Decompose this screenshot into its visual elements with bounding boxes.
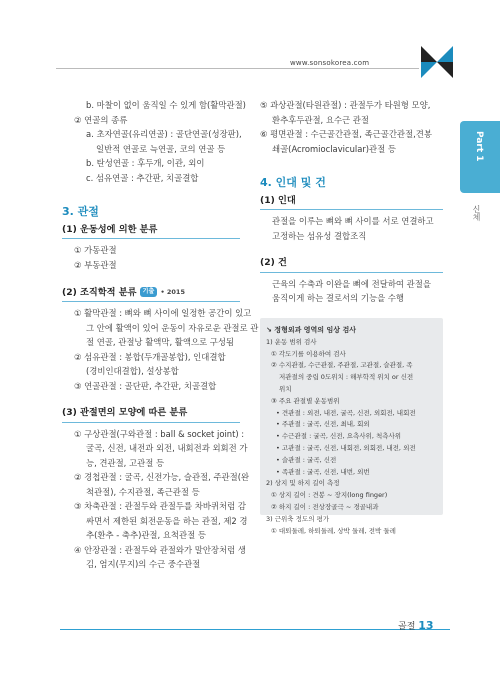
text-line: ② 섬유관절 : 봉합(두개골봉합), 인대결합 <box>74 351 226 362</box>
subsection-title: (1) 인대 <box>260 194 443 211</box>
left-column <box>62 98 259 572</box>
box-line: ① 상지 길이 : 견봉 ~ 장지(long finger) <box>271 491 388 500</box>
text-line: 일반적 연골로 늑연골, 코의 연골 등 <box>96 143 226 154</box>
footer-divider <box>60 629 450 630</box>
text-line: 쇄골(Acromioclavicular)관절 등 <box>272 143 396 154</box>
header-divider <box>56 68 419 69</box>
box-line: • 수근관절 : 굴곡, 신전, 요측사위, 척측사위 <box>276 432 402 441</box>
text-line: (경비인대결합), 설상봉합 <box>86 366 179 377</box>
box-line: • 견관절 : 외전, 내전, 굴곡, 신전, 외회전, 내회전 <box>276 408 416 417</box>
text-line: ⑤ 과상관절(타원관절) : 관절두가 타원형 모양, <box>260 100 431 110</box>
text-line: 절 연골, 관절낭 활액막, 활액으로 구성됨 <box>86 337 235 348</box>
section-title: 4. 인대 및 건 <box>260 176 326 189</box>
text-line: b. 탄성연골 : 후두개, 이관, 외이 <box>86 158 205 168</box>
text-line: ④ 안장관절 : 관절두와 관절와가 말안장처럼 생 <box>74 544 246 555</box>
subsection-title-text: (2) 조직학적 분류 <box>62 286 137 298</box>
subsection-title: (2) 건 <box>260 256 443 273</box>
text-line: 추(환추 - 축추)관절, 요척관절 등 <box>86 530 206 541</box>
box-line: ② 하지 길이 : 전상장골극 ~ 경골내과 <box>271 502 379 511</box>
text-line: ① 활막관절 : 뼈와 뼈 사이에 일정한 공간이 있고 <box>74 308 252 319</box>
subsection-title <box>62 285 240 302</box>
part-tab <box>460 121 500 193</box>
text-line: 고정하는 섬유성 결합조직 <box>272 230 367 241</box>
clinical-exam-box <box>260 318 443 535</box>
box-title: ↘ 정형외과 영역의 임상 검사 <box>266 326 356 334</box>
text-line: b. 마찰이 없이 움직일 수 있게 함(활막관절) <box>86 100 246 110</box>
text-line: ② 부동관절 <box>74 259 117 270</box>
text-line: 능, 견관절, 고관절 등 <box>86 457 165 468</box>
text-line: 움직이게 하는 결로서의 기능을 수행 <box>272 293 405 303</box>
exam-badge: 기출 <box>140 287 158 297</box>
subsection-title: (1) 운동성에 의한 분류 <box>62 223 240 240</box>
text-line: 김, 엄지(무지)의 수근 중수관절 <box>86 559 201 570</box>
box-line: 1) 운동 범위 검사 <box>266 337 317 346</box>
box-line: 2) 상지 및 하지 길이 측정 <box>266 479 340 488</box>
right-column <box>260 98 443 306</box>
text-line: ⑥ 평면관절 : 수근골간관절, 족근골간관절,견봉 <box>260 129 432 139</box>
box-line: • 슬관절 : 굴곡, 신전 <box>276 455 337 464</box>
exam-year: • 2015 <box>160 288 185 296</box>
text-line: 싸면서 제한된 회전운동을 하는 관절, 제2 경 <box>86 515 248 526</box>
footer-chapter: 골절 <box>398 622 416 632</box>
text-line: 관절을 이루는 뼈와 뼈 사이를 서로 연결하고 <box>272 216 434 226</box>
text-line: a. 초자연골(유리연골) : 골단연골(성장판), <box>86 129 242 139</box>
box-line: • 주관절 : 굴곡, 신전, 최내, 회외 <box>276 420 370 429</box>
box-line: ① 대퇴둘레, 하퇴둘레, 상박 둘레, 전박 둘레 <box>271 526 396 535</box>
text-line: 척관절), 수지관절, 족근관절 등 <box>86 486 200 497</box>
text-line: 환추후두관절, 요수근 관절 <box>272 114 369 125</box>
header-logo-icon <box>421 46 453 78</box>
footer <box>398 619 434 632</box>
text-line: 그 안에 활액이 있어 운동이 자유로운 관절로 관 <box>86 322 259 333</box>
text-line: 굴곡, 신전, 내전과 외전, 내회전과 외회전 가 <box>86 443 248 454</box>
box-line: • 고관절 : 굴곡, 신전, 내회전, 외회전, 내전, 외전 <box>276 443 416 452</box>
box-line: 저관절의 중립 0도위치 : 해부학적 위치 or 신전 <box>279 373 414 382</box>
box-line: ③ 주요 관절별 운동범위 <box>271 396 340 405</box>
box-line: ② 수지관절, 수근관절, 주관절, 고관절, 슬관절, 족 <box>271 361 413 370</box>
website-url: www.sonsokorea.com <box>290 59 370 67</box>
text-line: 근육의 수축과 이완을 뼈에 전달하여 관절을 <box>272 278 431 289</box>
text-line: ② 경첩관절 : 굴곡, 신전가능, 슬관절, 주관절(완 <box>74 472 250 483</box>
text-line: ① 가동관절 <box>74 245 117 255</box>
text-line: c. 섬유연골 : 추간판, 치골결합 <box>86 172 199 183</box>
chapter-side-label: 신체 <box>472 205 481 221</box>
box-line: 3) 근위축 정도의 평가 <box>266 514 330 523</box>
text-line: ③ 연골관절 : 골단판, 추간판, 치골결합 <box>74 380 217 391</box>
page-number: 13 <box>418 619 434 632</box>
box-line: ① 각도기를 이용하여 검사 <box>271 349 346 358</box>
part-label: Part 1 <box>474 131 484 162</box>
section-title: 3. 관절 <box>62 205 99 218</box>
box-line: 위치 <box>279 384 292 393</box>
subsection-title: (3) 관절면의 모양에 따른 분류 <box>62 406 240 423</box>
box-line: • 족관절 : 굴곡, 신전, 내번, 외번 <box>276 467 370 476</box>
text-line: ③ 차축관절 : 관절두와 관절두를 차바퀴처럼 감 <box>74 501 246 512</box>
text-line: ① 구상관절(구와관절 : ball & socket joint) : <box>74 428 245 439</box>
text-line: ② 연골의 종류 <box>74 114 128 125</box>
